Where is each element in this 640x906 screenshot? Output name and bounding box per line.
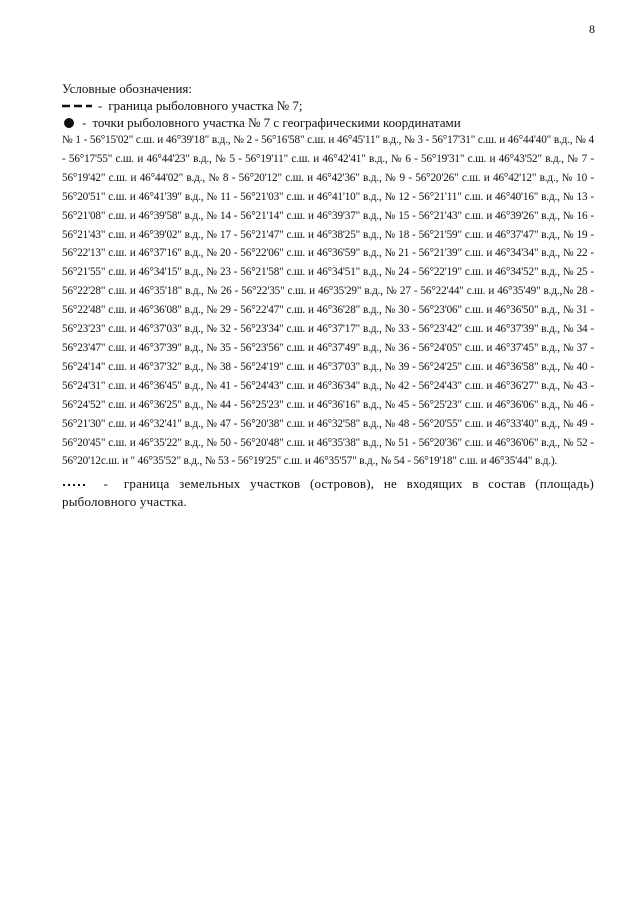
boundary-label: граница рыболовного участка № 7; [108, 98, 303, 113]
filled-dot-icon [64, 118, 74, 128]
legend-block [62, 80, 594, 511]
page-number: 8 [589, 22, 595, 36]
dotted-line-icon [62, 482, 88, 488]
legend-title: Условные обозначения: [62, 81, 193, 96]
coordinates-list: № 1 - 56°15'02" с.ш. и 46°39'18" в.д., № 2 - 56°16'58" с.ш. и 46°45'11" в.д., № 3 - 56°17'31" с.ш. и 46°44'40" в.д., № 4 - 56°17'55" с.ш. и 46°44'23" в.д., № 5 - 56°19'11" с.ш. и 46°42'41" в.д., № 6 - 56°19'31" с.ш. и 46°43'52" в.д., № 7 - 56°19'42" с.ш. и 46°44'02" в.д., № 8 - 56°20'12" с.ш. и 46°42'36" в.д., № 9 - 56°20'26" с.ш. и 46°42'12" в.д., № 10 - 56°20'51" с.ш. и 46°41'39" в.д., № 11 - 56°21'03" с.ш. и 46°41'10" в.д., № 12 - 56°21'11" с.ш. и 46°40'16" в.д., № 13 - 56°21'08" с.ш. и 46°39'58" в.д., № 14 - 56°21'14" с.ш. и 46°39'37" в.д., № 15 - 56°21'43" с.ш. и 46°39'26" в.д., № 16 - 56°21'43" с.ш. и 46°39'02" в.д., № 17 - 56°21'47" с.ш. и 46°38'25" в.д., № 18 - 56°21'59" с.ш. и 46°37'47" в.д., № 19 - 56°22'13" с.ш. и 46°37'16" в.д., № 20 - 56°22'06" с.ш. и 46°36'59" в.д., № 21 - 56°21'39" с.ш. и 46°34'34" в.д., № 22 - 56°21'55" с.ш. и 46°34'15" в.д., № 23 - 56°21'58" с.ш. и 46°34'51" в.д., № 24 - 56°22'19" с.ш. и 46°34'52" в.д., № 25 - 56°22'28" с.ш. и 46°35'18" в.д., № 26 - 56°22'35" с.ш. и 46°35'29" в.д., № 27 - 56°22'44" с.ш. и 46°35'49" в.д.,№ 28 - 56°22'48" с.ш. и 46°36'08" в.д., № 29 - 56°22'47" с.ш. и 46°36'28" в.д., № 30 - 56°23'06" с.ш. и 46°36'50" в.д., № 31 - 56°23'23" с.ш. и 46°37'03" в.д., № 32 - 56°23'34" с.ш. и 46°37'17" в.д., № 33 - 56°23'42" с.ш. и 46°37'39" в.д., № 34 - 56°23'47" с.ш. и 46°37'39" в.д., № 35 - 56°23'56" с.ш. и 46°37'49" в.д., № 36 - 56°24'05" с.ш. и 46°37'45" в.д., № 37 - 56°24'14" с.ш. и 46°37'32" в.д., № 38 - 56°24'19" с.ш. и 46°37'03" в.д., № 39 - 56°24'25" с.ш. и 46°36'58" в.д., № 40 - 56°24'31" с.ш. и 46°36'45" в.д., № 41 - 56°24'43" с.ш. и 46°36'34" в.д., № 42 - 56°24'43" с.ш. и 46°36'27" в.д., № 43 - 56°24'52" с.ш. и 46°36'25" в.д., № 44 - 56°25'23" с.ш. и 46°36'16" в.д., № 45 - 56°25'23" с.ш. и 46°36'06" в.д., № 46 - 56°21'30" с.ш. и 46°32'41" в.д., № 47 - 56°20'38" с.ш. и 46°32'58" в.д., № 48 - 56°20'55" с.ш. и 46°33'40" в.д., № 49 - 56°20'45" с.ш. и 46°35'22" в.д., № 50 - 56°20'48" с.ш. и 46°35'38" в.д., № 51 - 56°20'36" с.ш. и 46°36'06" в.д., № 52 - 56°20'12с.ш. и " 46°35'52" в.д., № 53 - 56°19'25" с.ш. и 46°35'57" в.д., № 54 - 56°19'18" с.ш. и 46°35'44" в.д.). [62, 134, 594, 468]
legend-row-islands [62, 475, 594, 511]
boundary-dash-prefix: - [98, 98, 103, 113]
points-label: точки рыболовного участка № 7 с географическими координатами [92, 115, 461, 130]
dashed-line-icon [62, 102, 92, 110]
points-prefix: - [82, 115, 87, 130]
islands-label: граница земельных участков (островов), не входящих в состав (площадь) рыболовного участка. [62, 476, 594, 510]
islands-prefix: - [103, 476, 109, 492]
legend-row-points [62, 114, 594, 131]
legend-row-boundary [62, 97, 594, 114]
